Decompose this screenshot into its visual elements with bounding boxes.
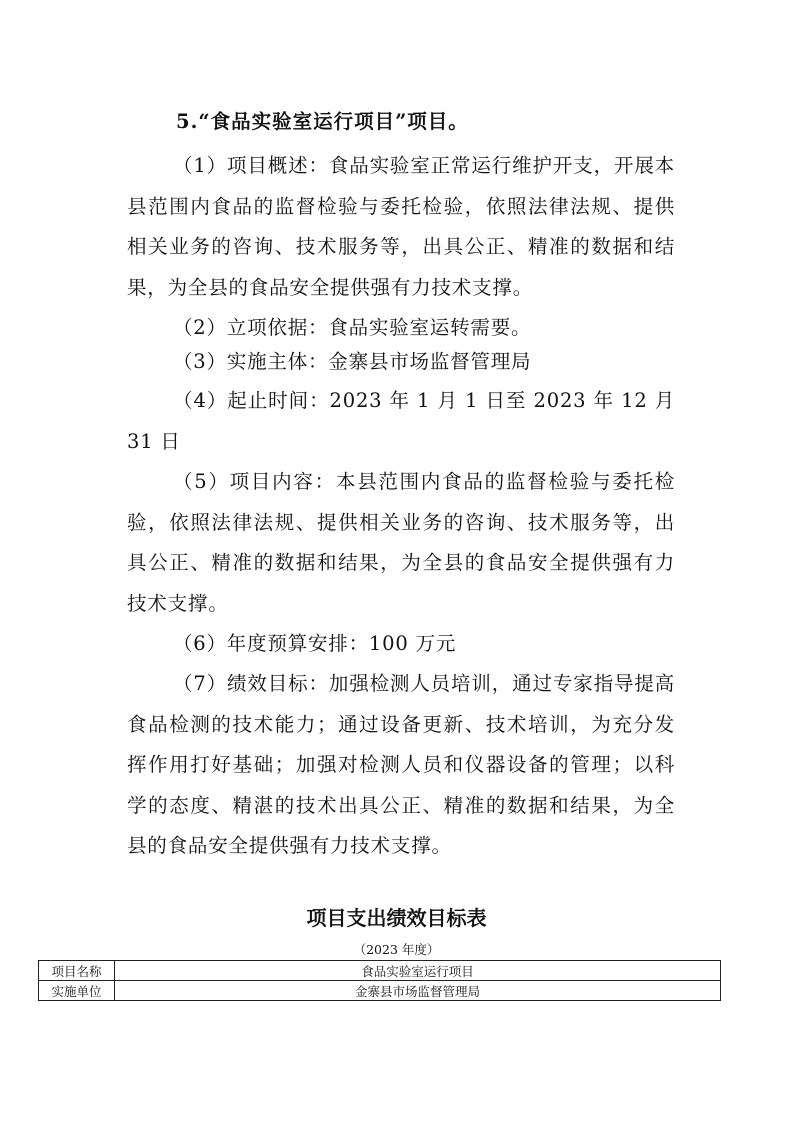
table-title: 项目支出绩效目标表 [306, 906, 487, 930]
paragraph-overview: （1）项目概述：食品实验室正常运行维护开支，开展本县范围内食品的监督检验与委托检验，依照法律法规、提供相关业务的咨询、技术服务等，出具公正、精准的数据和结果，为全县的食品安全提供强有力技术支撑。 [127, 154, 675, 299]
paragraph-period: （4）起止时间：2023 年 1 月 1 日至 2023 年 12 月 31 日 [127, 389, 675, 453]
table-row [39, 961, 721, 981]
goal-table [38, 960, 721, 1001]
paragraph-content: （5）项目内容：本县范围内食品的监督检验与委托检验，依照法律法规、提供相关业务的咨询、技术服务等，出具公正、精准的数据和结果，为全县的食品安全提供强有力技术支撑。 [127, 470, 675, 615]
row-label-project-name: 项目名称 [39, 961, 115, 981]
row-value-implementing-unit: 金寨县市场监督管理局 [115, 981, 721, 1001]
paragraph-budget: （6）年度预算安排：100 万元 [173, 632, 457, 655]
row-label-implementing-unit: 实施单位 [39, 981, 115, 1001]
paragraph-basis: （2）立项依据：食品实验室运转需要。 [173, 316, 532, 339]
section-heading: 5.“食品实验室运行项目”项目。 [176, 110, 469, 133]
table-row [39, 981, 721, 1001]
paragraph-implementer: （3）实施主体：金寨县市场监督管理局 [173, 350, 532, 373]
row-value-project-name: 食品实验室运行项目 [115, 961, 721, 981]
paragraph-goals: （7）绩效目标：加强检测人员培训，通过专家指导提高食品检测的技术能力；通过设备更新、技术培训，为充分发挥作用打好基础；加强对检测人员和仪器设备的管理；以科学的态度、精湛的技术出具公正、精准的数据和结果，为全县的食品安全提供强有力技术支撑。 [127, 672, 675, 857]
table-year: （2023 年度） [353, 942, 440, 957]
